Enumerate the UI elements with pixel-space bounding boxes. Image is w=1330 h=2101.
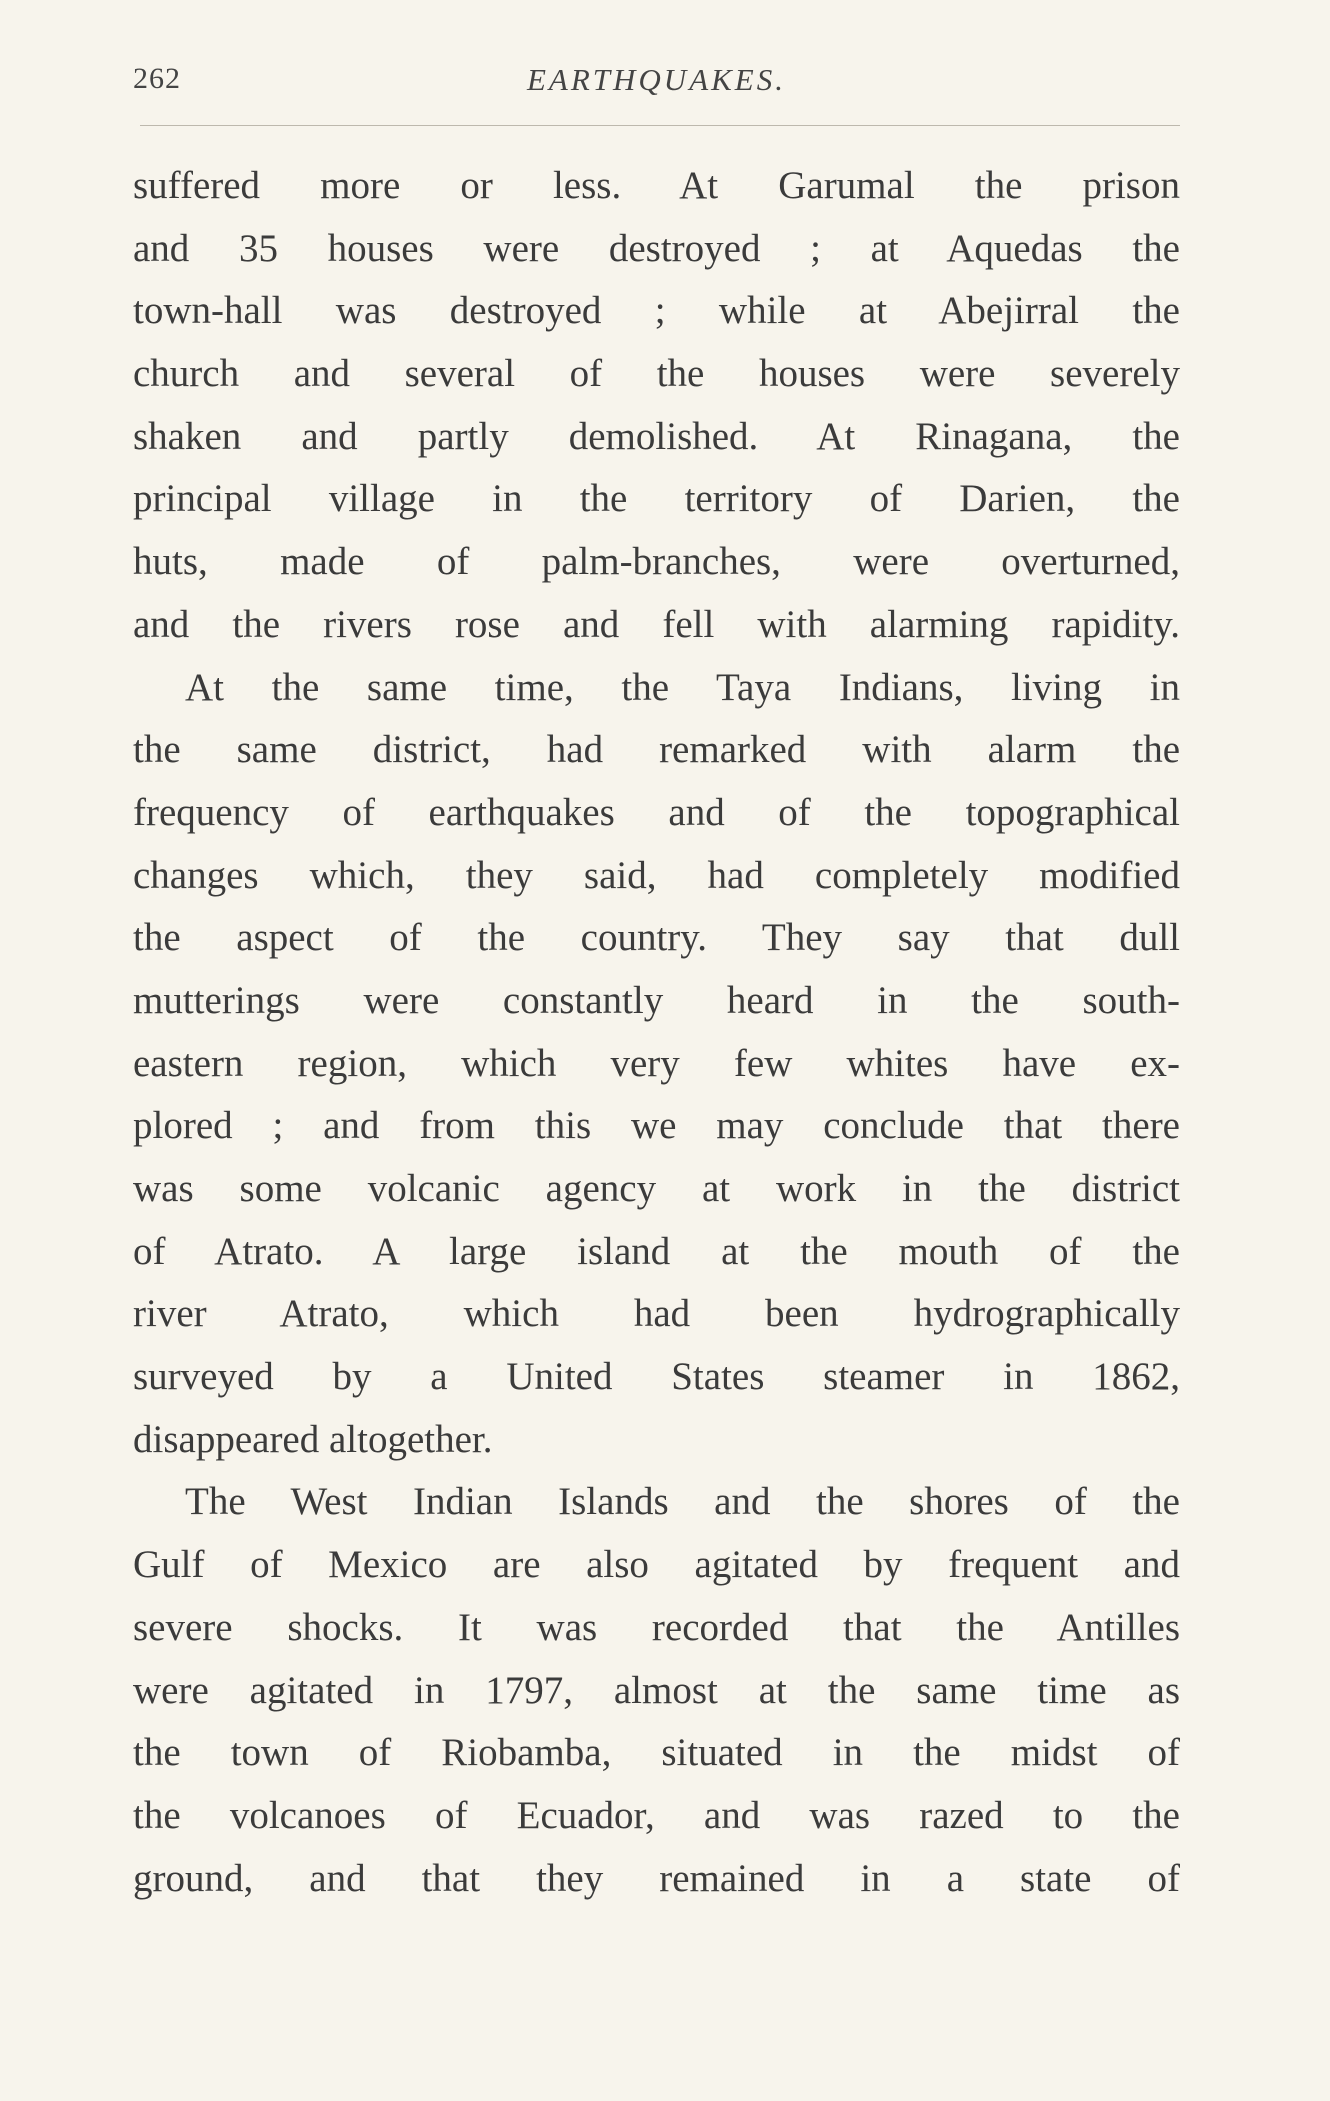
text-line: Gulf of Mexico are also agitated by frequent and: [133, 1543, 1180, 1587]
running-head: EARTHQUAKES.: [526, 62, 786, 97]
body-text: [133, 155, 1180, 1910]
text-line: disappeared altogether.: [133, 1417, 493, 1461]
text-line: were agitated in 1797, almost at the same time as: [133, 1668, 1180, 1712]
text-line: At the same time, the Taya Indians, living in: [185, 665, 1180, 709]
text-line: river Atrato, which had been hydrographically: [133, 1292, 1180, 1336]
text-line: the aspect of the country. They say that dull: [133, 916, 1180, 960]
text-line: changes which, they said, had completely modified: [133, 853, 1180, 897]
text-line: the volcanoes of Ecuador, and was razed to the: [133, 1793, 1180, 1837]
text-line: plored ; and from this we may conclude that there: [133, 1104, 1180, 1148]
text-line: ground, and that they remained in a state of: [133, 1856, 1180, 1900]
text-line: and 35 houses were destroyed ; at Aquedas the: [133, 226, 1180, 270]
text-line: was some volcanic agency at work in the district: [133, 1167, 1180, 1210]
text-line: frequency of earthquakes and of the topographical: [133, 790, 1180, 834]
text-line: town-hall was destroyed ; while at Abejirral the: [133, 289, 1180, 333]
text-line: principal village in the territory of Darien, the: [133, 477, 1180, 521]
text-line: the same district, had remarked with alarm the: [133, 728, 1180, 772]
text-line: shaken and partly demolished. At Rinagana, the: [133, 414, 1180, 458]
text-line: and the rivers rose and fell with alarming rapidity.: [133, 602, 1180, 646]
text-line: the town of Riobamba, situated in the midst of: [133, 1731, 1180, 1775]
page-number: 262: [133, 62, 181, 95]
text-line: severe shocks. It was recorded that the Antilles: [133, 1605, 1180, 1649]
text-line: mutterings were constantly heard in the south-: [133, 978, 1180, 1022]
page-header: [133, 62, 1180, 112]
text-line: suffered more or less. At Garumal the prison: [133, 164, 1180, 207]
text-line: eastern region, which very few whites have ex-: [133, 1041, 1180, 1085]
text-line: of Atrato. A large island at the mouth of the: [133, 1229, 1180, 1273]
text-line: The West Indian Islands and the shores of the: [185, 1480, 1180, 1524]
text-line: church and several of the houses were severely: [133, 352, 1180, 396]
text-line: huts, made of palm-branches, were overturned,: [133, 540, 1180, 584]
text-line: surveyed by a United States steamer in 1862,: [133, 1355, 1180, 1399]
header-rule: [140, 125, 1180, 126]
